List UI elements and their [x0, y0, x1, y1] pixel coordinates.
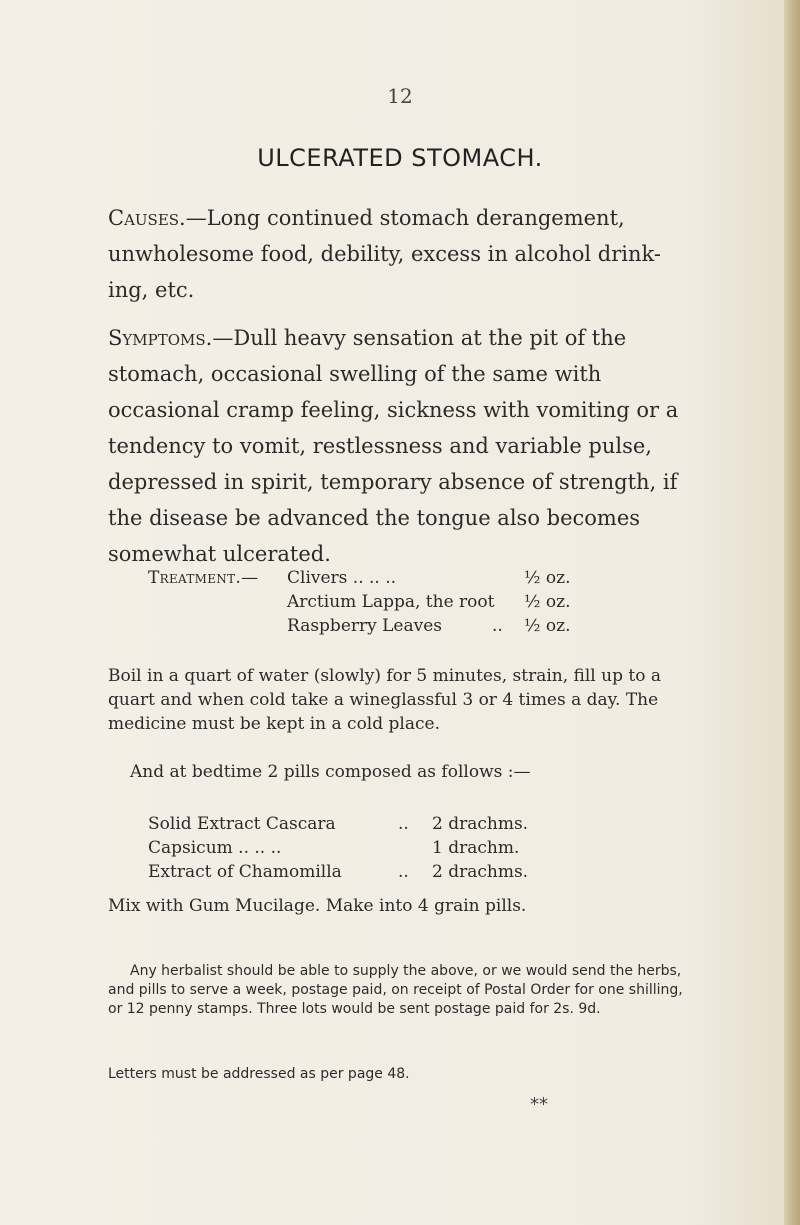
list-item: [148, 812, 628, 836]
letters-note: Letters must be addressed as per page 48.: [108, 1066, 410, 1082]
treatment-dots: ..: [492, 616, 503, 636]
page-title: ULCERATED STOMACH.: [257, 144, 543, 172]
ingredient-name: Solid Extract Cascara: [148, 814, 336, 834]
list-item: [148, 836, 628, 860]
page-number: 12: [387, 84, 413, 108]
list-item: [148, 590, 688, 614]
causes-text: —Long continued stomach derangement, unwholesome food, debility, excess in alcohol drink-ing, etc.: [108, 206, 661, 302]
treatment-dots: [492, 590, 524, 614]
ingredient-name: Extract of Chamomilla: [148, 862, 342, 882]
mix-instruction: Mix with Gum Mucilage. Make into 4 grain pills.: [108, 896, 527, 916]
treatment-herb: Raspberry Leaves: [287, 616, 443, 636]
treatment-qty: ½ oz.: [524, 616, 571, 636]
treatment-herb: Clivers .. .. ..: [287, 568, 397, 588]
supply-notice: Any herbalist should be able to supply the above, or we would send the herbs, and pills to serve a week, postage paid, on receipt of Postal Order for one shilling, or 12 penny stamps. Three lots would be sent postage paid for 2s. 9d.: [108, 963, 683, 1017]
causes-paragraph: [108, 200, 690, 308]
list-item: [148, 566, 688, 590]
treatment-label: Treatment.—: [148, 568, 259, 588]
treatment-dots: [492, 566, 524, 590]
symptoms-text: —Dull heavy sensation at the pit of the stomach, occasional swelling of the same with occasional cramp feeling, sickness with vomiting or a tendency to vomit, restlessness and variable pulse, depressed in spirit, temporary absence of strength, if the disease be advanced the tongue also becomes somewhat ulcerated.: [108, 326, 679, 566]
page-edge: [784, 0, 800, 1225]
treatment-list: [148, 566, 688, 638]
list-item: [148, 614, 688, 638]
ingredient-qty: 2 drachms.: [432, 814, 529, 834]
list-item: [148, 860, 628, 884]
end-stars: **: [530, 1094, 548, 1115]
treatment-herb: Arctium Lappa, the root: [287, 592, 495, 612]
ingredient-name: Capsicum .. .. ..: [148, 838, 282, 858]
instructions-paragraph: Boil in a quart of water (slowly) for 5 minutes, strain, fill up to a quart and when cold take a wineglassful 3 or 4 times a day. The medicine must be kept in a cold place.: [108, 666, 661, 734]
ingredient-dots: [398, 836, 432, 860]
ingredient-qty: 1 drachm.: [432, 838, 520, 858]
causes-label: Causes.: [108, 206, 186, 230]
symptoms-paragraph: [108, 320, 690, 572]
ingredient-dots: ..: [398, 814, 409, 834]
bedtime-paragraph: And at bedtime 2 pills composed as follows :—: [130, 762, 531, 782]
treatment-qty: ½ oz.: [524, 568, 571, 588]
ingredient-qty: 2 drachms.: [432, 862, 529, 882]
ingredient-dots: ..: [398, 862, 409, 882]
symptoms-label: Symptoms.: [108, 326, 213, 350]
pill-ingredients: [148, 812, 628, 884]
treatment-qty: ½ oz.: [524, 592, 571, 612]
